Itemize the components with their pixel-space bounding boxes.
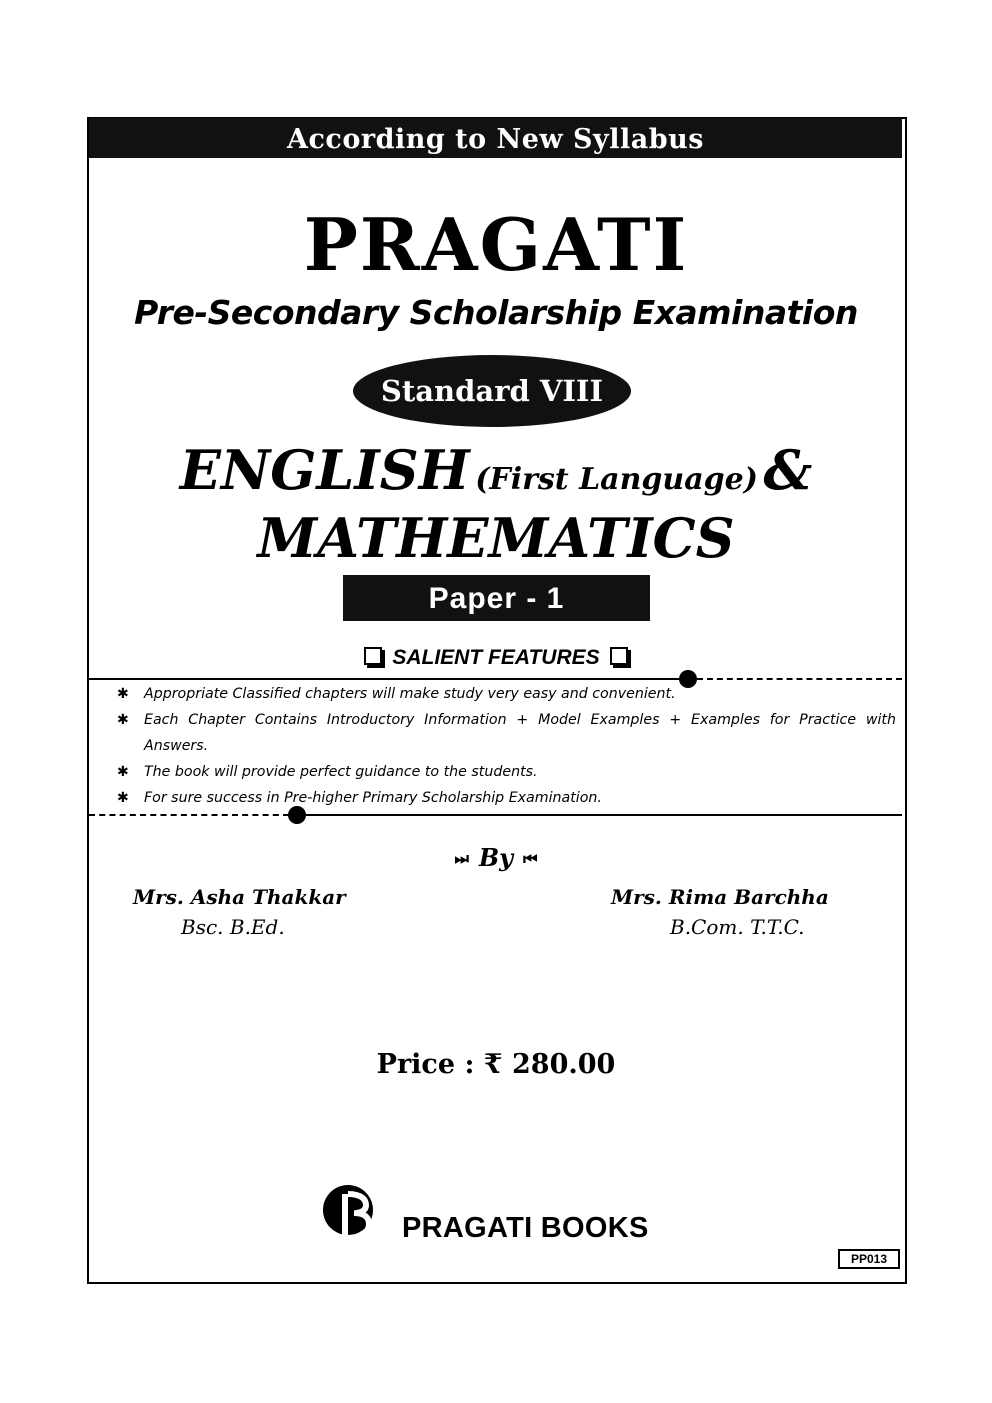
- features-top-divider-solid: [89, 678, 689, 680]
- skip-forward-icon: ⏭: [454, 849, 469, 868]
- subject-ampersand: &: [763, 438, 813, 502]
- by-label: By: [478, 843, 514, 872]
- author-block: [611, 882, 829, 942]
- checkbox-square-icon: [364, 647, 382, 665]
- checkbox-square-icon: [610, 647, 628, 665]
- salient-features-label: SALIENT FEATURES: [392, 646, 600, 669]
- book-title: PRAGATI: [303, 202, 689, 287]
- feature-item: ✱ Appropriate Classified chapters will make study very easy and convenient.: [113, 681, 896, 707]
- syllabus-banner: According to New Syllabus: [89, 118, 902, 158]
- asterisk-bullet-icon: ✱: [117, 686, 129, 702]
- subject-english: ENGLISH: [179, 438, 470, 502]
- publisher-name: PRAGATI BOOKS: [402, 1212, 649, 1244]
- features-bottom-divider-dashed: [89, 814, 289, 816]
- price-label: Price : ₹ 280.00: [376, 1049, 616, 1080]
- features-top-divider-dashed: [697, 678, 902, 680]
- author-degree: Bsc. B.Ed.: [181, 915, 285, 939]
- skip-back-icon: ⏮: [523, 849, 538, 868]
- asterisk-bullet-icon: ✱: [117, 764, 129, 780]
- asterisk-bullet-icon: ✱: [117, 790, 129, 806]
- product-code-box: PP013: [838, 1249, 900, 1269]
- feature-item: ✱ Each Chapter Contains Introductory Information + Model Examples + Examples for Practice with Answers.: [113, 707, 896, 759]
- author-degree: B.Com. T.T.C.: [670, 915, 805, 939]
- pragati-books-logo-icon: [322, 1180, 384, 1242]
- subject-english-qualifier: (First Language): [475, 462, 758, 497]
- salient-features-list: [113, 681, 896, 811]
- author-name: Mrs. Rima Barchha: [611, 885, 829, 909]
- by-line: [0, 842, 992, 875]
- author-block: [133, 882, 346, 942]
- paper-number-banner: Paper - 1: [343, 575, 650, 621]
- author-name: Mrs. Asha Thakkar: [133, 885, 346, 909]
- salient-features-heading: [0, 644, 992, 672]
- feature-item: ✱ For sure success in Pre-higher Primary Scholarship Examination.: [113, 785, 896, 811]
- features-bottom-divider-solid: [305, 814, 902, 816]
- feature-item: ✱ The book will provide perfect guidance to the students.: [113, 759, 896, 785]
- standard-oval-badge: Standard VIII: [353, 355, 631, 427]
- exam-subtitle: Pre-Secondary Scholarship Examination: [134, 293, 858, 332]
- divider-dot-icon: [288, 806, 306, 824]
- subject-mathematics: MATHEMATICS: [257, 506, 735, 570]
- asterisk-bullet-icon: ✱: [117, 712, 129, 728]
